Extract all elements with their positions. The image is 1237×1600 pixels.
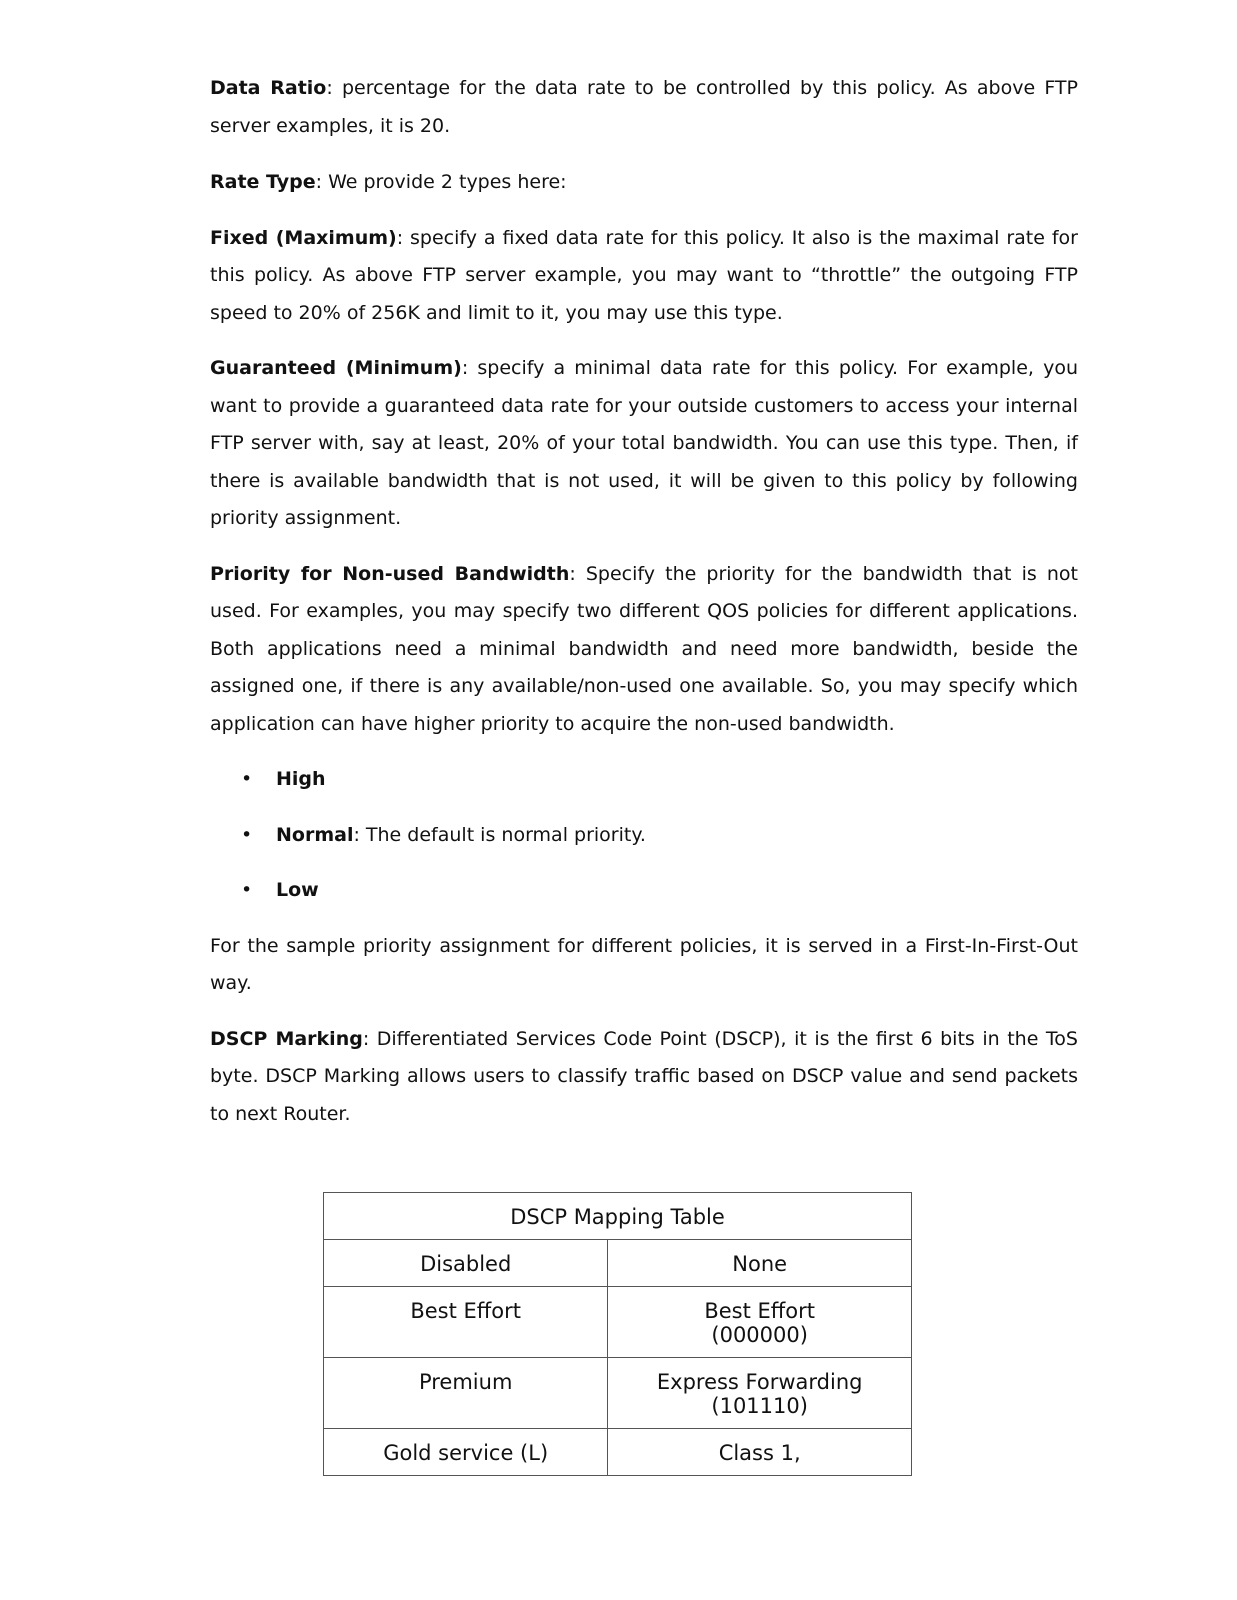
mapping-code: (000000) xyxy=(711,1323,808,1347)
dscp-marking-text: : Differentiated Services Code Point (DSCP), it is the first 6 bits in the ToS byte. DSCP Marking allows users to classify traffic based on DSCP value and send packets to next Router. xyxy=(210,1027,1078,1125)
dscp-marking-term: DSCP Marking xyxy=(210,1027,363,1050)
table-row xyxy=(324,1358,912,1429)
table-cell-mode: Disabled xyxy=(324,1240,608,1287)
bullet-icon: • xyxy=(241,823,253,846)
list-item-term: High xyxy=(276,768,326,790)
table-cell-mode: Gold service (L) xyxy=(324,1429,608,1476)
mapping-line: Class 1, xyxy=(718,1441,801,1465)
fixed-maximum-paragraph xyxy=(210,220,1078,333)
list-item-low xyxy=(210,872,1078,910)
table-cell-mode: Best Effort xyxy=(324,1287,608,1358)
data-ratio-text: : percentage for the data rate to be controlled by this policy. As above FTP server examples, it is 20. xyxy=(210,77,1078,137)
priority-text: : Specify the priority for the bandwidth that is not used. For examples, you may specify two different QOS policies for different applications. Both applications need a minimal bandwidth and need more bandwidth, beside the assigned one, if there is any available/non-used one available. So, you may specify which application can have higher priority to acquire the non-used bandwidth. xyxy=(210,562,1078,735)
list-item-term: Low xyxy=(276,879,319,901)
fixed-maximum-term: Fixed (Maximum) xyxy=(210,226,397,249)
bullet-icon: • xyxy=(241,768,253,790)
table-cell-mapping xyxy=(608,1358,912,1429)
mapping-line: Express Forwarding xyxy=(656,1370,863,1394)
table-title: DSCP Mapping Table xyxy=(324,1193,912,1240)
mapping-line: None xyxy=(732,1252,788,1276)
rate-type-text: : We provide 2 types here: xyxy=(315,171,567,193)
fixed-maximum-text: : specify a fixed data rate for this policy. It also is the maximal rate for this policy. As above FTP server example, you may want to “throttle” the outgoing FTP speed to 20% of 256K and limit to it, you may use this type. xyxy=(210,226,1078,324)
priority-level-list xyxy=(210,761,1078,910)
data-ratio-term: Data Ratio xyxy=(210,77,327,99)
list-item-text: : The default is normal priority. xyxy=(353,823,646,846)
guaranteed-minimum-term: Guaranteed (Minimum) xyxy=(210,357,462,379)
mapping-line: Best Effort xyxy=(704,1299,815,1323)
list-item-term: Normal xyxy=(276,823,354,846)
data-ratio-paragraph xyxy=(210,70,1078,145)
table-row xyxy=(324,1429,912,1476)
priority-paragraph xyxy=(210,556,1078,744)
table-title-row xyxy=(324,1193,912,1240)
table-cell-mapping xyxy=(608,1240,912,1287)
fifo-paragraph xyxy=(210,928,1078,1003)
table-cell-mapping xyxy=(608,1287,912,1358)
guaranteed-minimum-text: : specify a minimal data rate for this policy. For example, you want to provide a guaranteed data rate for your outside customers to access your internal FTP server with, say at least, 20% of your total bandwidth. You can use this type. Then, if there is available bandwidth that is not used, it will be given to this policy by following priority assignment. xyxy=(210,357,1079,529)
fifo-text: For the sample priority assignment for different policies, it is served in a First-In-First-Out way. xyxy=(210,934,1078,994)
table-cell-mapping xyxy=(608,1429,912,1476)
priority-term: Priority for Non-used Bandwidth xyxy=(210,562,570,585)
mapping-code: (101110) xyxy=(711,1394,808,1418)
list-item-high xyxy=(210,761,1078,799)
dscp-marking-paragraph xyxy=(210,1021,1078,1134)
table-row xyxy=(324,1287,912,1358)
bullet-icon: • xyxy=(241,879,253,901)
dscp-mapping-table xyxy=(323,1192,912,1476)
rate-type-paragraph xyxy=(210,164,1078,202)
table-cell-mode: Premium xyxy=(324,1358,608,1429)
table-row xyxy=(324,1240,912,1287)
list-item-normal xyxy=(210,817,1078,855)
guaranteed-minimum-paragraph xyxy=(210,350,1078,538)
rate-type-term: Rate Type xyxy=(210,171,316,193)
document-page xyxy=(210,70,1078,1151)
